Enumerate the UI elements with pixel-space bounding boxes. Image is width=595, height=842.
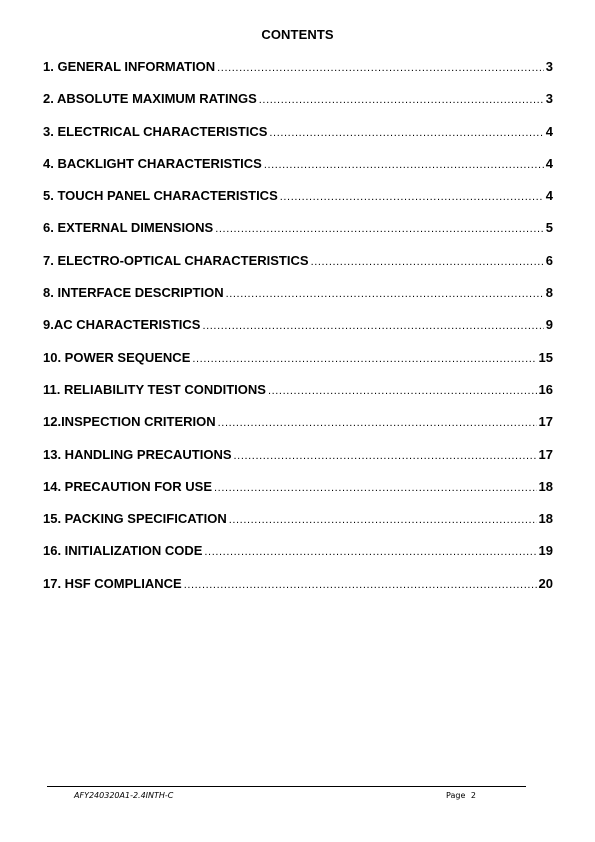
- toc-dot-leader: [204, 546, 536, 558]
- toc-entry-label: 13. HANDLING PRECAUTIONS: [43, 446, 232, 462]
- toc-entry-label: 10. POWER SEQUENCE: [43, 349, 191, 365]
- toc-dot-leader: [202, 320, 543, 332]
- toc-entry[interactable]: [43, 188, 553, 220]
- footer-document-id: AFY240320A1-2.4INTH-C: [74, 791, 174, 800]
- toc-entry-label: 4. BACKLIGHT CHARACTERISTICS: [43, 155, 262, 171]
- toc-entry-label: 2. ABSOLUTE MAXIMUM RATINGS: [43, 91, 257, 107]
- toc-dot-leader: [192, 353, 536, 365]
- toc-entry[interactable]: [43, 91, 553, 123]
- toc-dot-leader: [311, 256, 544, 268]
- toc-entry-label: 14. PRECAUTION FOR USE: [43, 478, 213, 494]
- toc-entry[interactable]: [43, 124, 553, 156]
- toc-dot-leader: [280, 191, 544, 203]
- toc-entry-label: 7. ELECTRO-OPTICAL CHARACTERISTICS: [43, 252, 309, 268]
- toc-dot-leader: [268, 385, 537, 397]
- toc-dot-leader: [214, 482, 537, 494]
- toc-entry-page: 3: [545, 91, 553, 107]
- toc-entry-label: 11. RELIABILITY TEST CONDITIONS: [43, 381, 266, 397]
- toc-entry[interactable]: [43, 414, 553, 446]
- toc-entry-page: 5: [545, 220, 553, 236]
- toc-entry-page: 18: [538, 511, 553, 527]
- toc-dot-leader: [217, 62, 544, 74]
- toc-dot-leader: [259, 94, 544, 106]
- toc-entry-page: 4: [545, 123, 553, 139]
- toc-entry-page: 4: [545, 188, 553, 204]
- table-of-contents: [43, 59, 553, 608]
- toc-dot-leader: [234, 450, 537, 462]
- page-title: CONTENTS: [261, 27, 334, 42]
- toc-entry[interactable]: [43, 253, 553, 285]
- toc-entry[interactable]: [43, 59, 553, 91]
- toc-entry[interactable]: [43, 511, 553, 543]
- toc-entry[interactable]: [43, 382, 553, 414]
- toc-entry[interactable]: [43, 220, 553, 252]
- toc-dot-leader: [184, 579, 537, 591]
- toc-entry-page: 6: [545, 252, 553, 268]
- toc-entry-label: 12.INSPECTION CRITERION: [43, 414, 216, 430]
- toc-entry-page: 15: [538, 349, 553, 365]
- toc-entry[interactable]: [43, 350, 553, 382]
- toc-entry-label: 8. INTERFACE DESCRIPTION: [43, 285, 224, 301]
- toc-entry-page: 18: [538, 478, 553, 494]
- toc-entry[interactable]: [43, 285, 553, 317]
- toc-entry-label: 17. HSF COMPLIANCE: [43, 575, 182, 591]
- toc-entry[interactable]: [43, 317, 553, 349]
- toc-entry[interactable]: [43, 543, 553, 575]
- toc-dot-leader: [218, 417, 537, 429]
- toc-entry[interactable]: [43, 447, 553, 479]
- toc-entry-label: 3. ELECTRICAL CHARACTERISTICS: [43, 123, 268, 139]
- toc-entry-label: 15. PACKING SPECIFICATION: [43, 511, 227, 527]
- toc-entry[interactable]: [43, 156, 553, 188]
- toc-entry-page: 4: [545, 155, 553, 171]
- toc-dot-leader: [229, 514, 537, 526]
- toc-dot-leader: [264, 159, 544, 171]
- footer-divider: [47, 786, 526, 787]
- toc-dot-leader: [269, 127, 543, 139]
- toc-entry-label: 16. INITIALIZATION CODE: [43, 543, 203, 559]
- toc-entry-label: 1. GENERAL INFORMATION: [43, 59, 216, 74]
- toc-entry-page: 9: [545, 317, 553, 333]
- toc-entry-page: 19: [538, 543, 553, 559]
- toc-entry-page: 17: [538, 414, 553, 430]
- toc-entry-page: 16: [538, 381, 553, 397]
- toc-entry[interactable]: [43, 479, 553, 511]
- toc-entry[interactable]: [43, 576, 553, 608]
- footer-page-number: Page 2: [446, 791, 476, 800]
- toc-entry-page: 17: [538, 446, 553, 462]
- toc-entry-label: 6. EXTERNAL DIMENSIONS: [43, 220, 214, 236]
- toc-entry-label: 5. TOUCH PANEL CHARACTERISTICS: [43, 188, 278, 204]
- toc-entry-page: 8: [545, 285, 553, 301]
- toc-entry-page: 20: [538, 575, 553, 591]
- toc-dot-leader: [226, 288, 544, 300]
- toc-dot-leader: [215, 223, 544, 235]
- toc-entry-page: 3: [545, 59, 553, 74]
- toc-entry-label: 9.AC CHARACTERISTICS: [43, 317, 201, 333]
